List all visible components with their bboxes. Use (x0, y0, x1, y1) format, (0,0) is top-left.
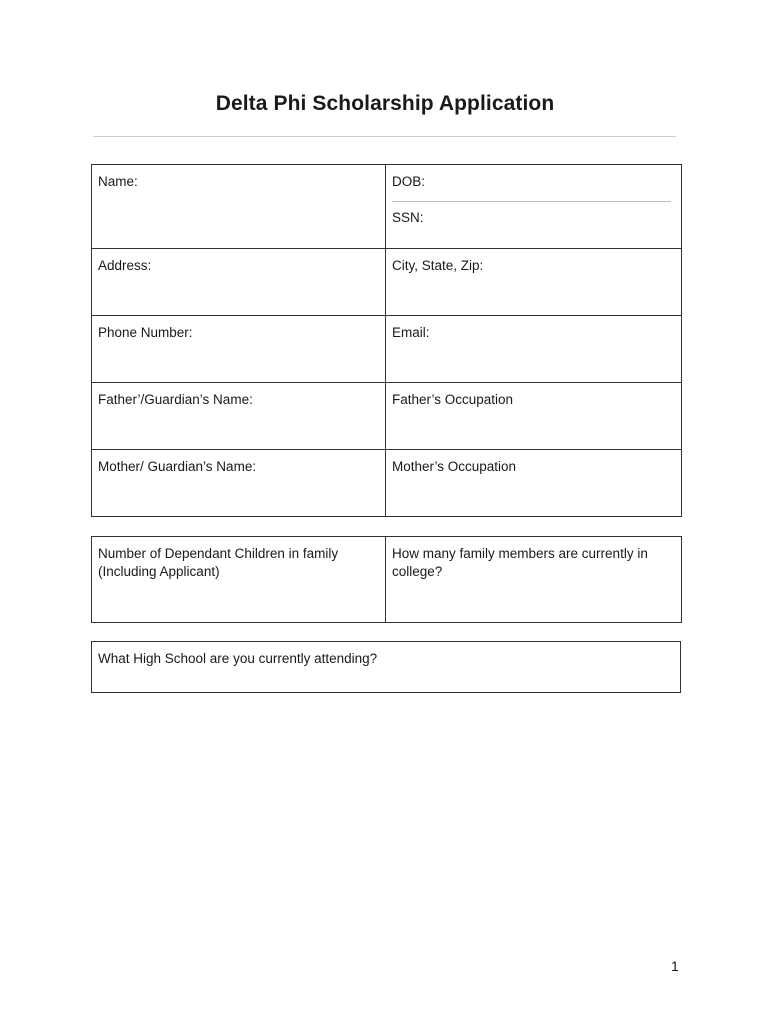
table-row (92, 450, 682, 517)
page-number: 1 (671, 958, 679, 974)
city-state-zip-field[interactable] (386, 249, 682, 316)
family-info-table (91, 536, 682, 623)
applicant-info-table (91, 164, 682, 517)
mother-occupation-label: Mother’s Occupation (392, 459, 517, 474)
college-members-field[interactable] (386, 537, 682, 623)
table-row (92, 537, 682, 623)
address-field[interactable] (92, 249, 386, 316)
mother-name-field[interactable] (92, 450, 386, 517)
dob-label: DOB: (392, 174, 426, 189)
dob-field[interactable] (392, 173, 671, 202)
page-title: Delta Phi Scholarship Application (215, 92, 555, 115)
phone-label: Phone Number: (98, 325, 193, 340)
mother-name-label: Mother/ Guardian’s Name: (98, 459, 257, 474)
father-occupation-label: Father’s Occupation (392, 392, 514, 407)
high-school-field[interactable] (92, 642, 681, 693)
address-label: Address: (98, 258, 152, 273)
table-row (92, 316, 682, 383)
college-members-label: How many family members are currently in college? (392, 546, 648, 579)
city-state-zip-label: City, State, Zip: (392, 258, 484, 273)
father-name-label: Father’/Guardian’s Name: (98, 392, 253, 407)
name-label: Name: (98, 174, 138, 189)
table-row (92, 642, 681, 693)
school-info-table (91, 641, 681, 693)
dependant-children-label: Number of Dependant Children in family (Including Applicant) (98, 546, 339, 579)
name-field[interactable] (92, 165, 386, 249)
table-row (92, 383, 682, 450)
father-name-field[interactable] (92, 383, 386, 450)
email-field[interactable] (386, 316, 682, 383)
table-row (92, 249, 682, 316)
high-school-label: What High School are you currently attending? (98, 651, 378, 666)
ssn-label: SSN: (392, 210, 424, 225)
father-occupation-field[interactable] (386, 383, 682, 450)
dependant-children-field[interactable] (92, 537, 386, 623)
table-row (92, 165, 682, 249)
mother-occupation-field[interactable] (386, 450, 682, 517)
title-divider (93, 136, 676, 137)
ssn-field[interactable] (392, 210, 424, 225)
dob-ssn-cell (386, 165, 682, 249)
email-label: Email: (392, 325, 430, 340)
phone-field[interactable] (92, 316, 386, 383)
